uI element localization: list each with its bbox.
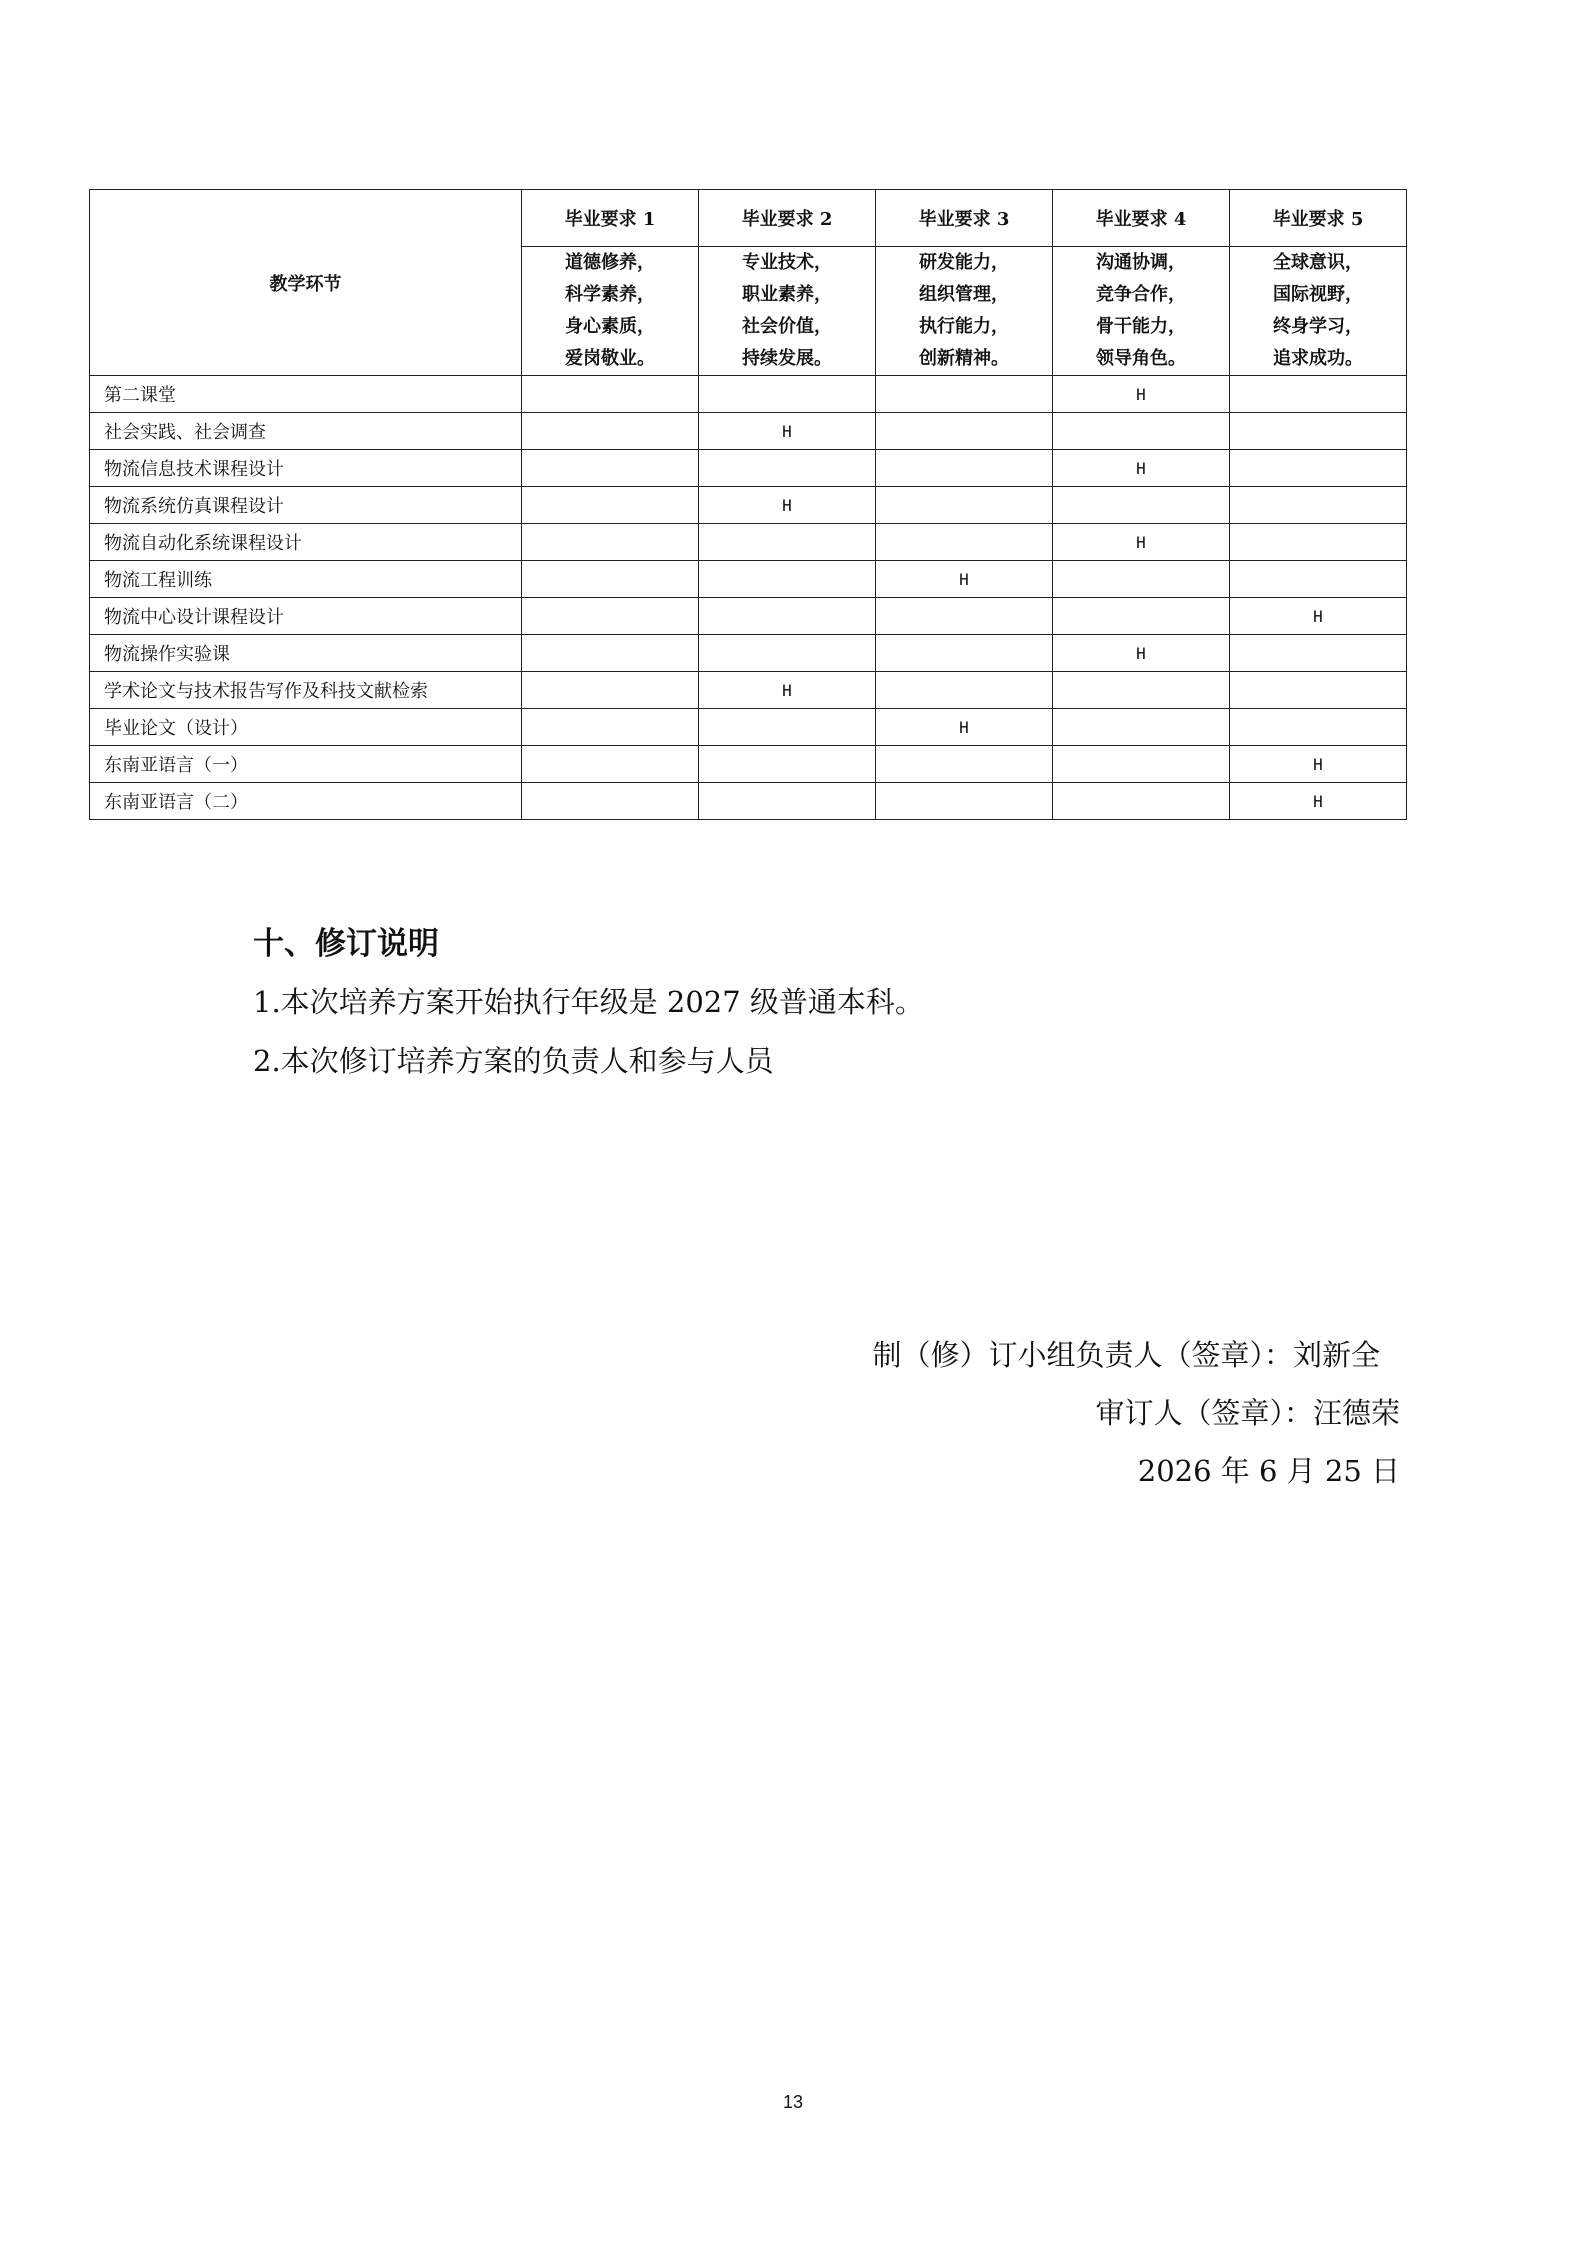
desc-line: 爱岗敬业。 [565, 348, 655, 369]
row-label: 毕业论文（设计） [90, 709, 522, 746]
graduation-requirements-table [89, 189, 1407, 820]
desc-line: 持续发展。 [742, 348, 832, 369]
mark-cell [522, 635, 699, 672]
desc-line: 追求成功。 [1273, 348, 1363, 369]
mark-cell [522, 561, 699, 598]
row-label: 物流系统仿真课程设计 [90, 487, 522, 524]
mark-cell [1053, 561, 1230, 598]
signature-date: 2026 年 6 月 25 日 [1137, 1454, 1400, 1488]
requirement-title: 毕业要求 4 [1053, 190, 1230, 247]
mark-cell [876, 376, 1053, 413]
requirement-desc [699, 247, 876, 376]
desc-line: 专业技术， [742, 252, 832, 273]
mark-cell [876, 598, 1053, 635]
table-row [90, 561, 1407, 598]
requirement-title: 毕业要求 5 [1230, 190, 1407, 247]
mark-cell [699, 709, 876, 746]
mark-cell [699, 783, 876, 820]
mark-cell [876, 783, 1053, 820]
row-label: 物流工程训练 [90, 561, 522, 598]
mark-cell [1053, 598, 1230, 635]
leader-signature-line: 制（修）订小组负责人（签章）：刘新全 [872, 1338, 1380, 1372]
table-row [90, 672, 1407, 709]
table-row [90, 709, 1407, 746]
mark-cell [522, 487, 699, 524]
row-label: 物流中心设计课程设计 [90, 598, 522, 635]
mark-cell [522, 450, 699, 487]
mark-cell [1053, 487, 1230, 524]
row-label: 物流操作实验课 [90, 635, 522, 672]
mark-cell: H [1053, 376, 1230, 413]
mark-cell [522, 746, 699, 783]
table-row [90, 635, 1407, 672]
desc-line: 领导角色。 [1096, 348, 1186, 369]
desc-line: 国际视野， [1273, 284, 1363, 305]
requirement-title: 毕业要求 2 [699, 190, 876, 247]
desc-line: 骨干能力， [1096, 316, 1186, 337]
row-label: 第二课堂 [90, 376, 522, 413]
revision-note: 1.本次培养方案开始执行年级是 2027 级普通本科。 [253, 985, 924, 1019]
row-label: 物流自动化系统课程设计 [90, 524, 522, 561]
mark-cell [1053, 672, 1230, 709]
mark-cell [522, 376, 699, 413]
section-title: 十、修订说明 [253, 926, 439, 962]
mark-cell [1230, 635, 1407, 672]
mark-cell [1053, 746, 1230, 783]
mark-cell [522, 709, 699, 746]
desc-line: 科学素养， [565, 284, 655, 305]
table-row [90, 598, 1407, 635]
mark-cell [699, 450, 876, 487]
requirement-desc [522, 247, 699, 376]
mark-cell: H [699, 487, 876, 524]
mark-cell [876, 746, 1053, 783]
mark-cell [1230, 524, 1407, 561]
desc-line: 创新精神。 [919, 348, 1009, 369]
requirement-desc [1053, 247, 1230, 376]
mark-cell: H [1230, 783, 1407, 820]
mark-cell [1230, 709, 1407, 746]
desc-line: 社会价值， [742, 316, 832, 337]
mark-cell [1230, 376, 1407, 413]
table-row [90, 746, 1407, 783]
desc-line: 沟通协调， [1096, 252, 1186, 273]
mark-cell [522, 672, 699, 709]
mark-cell [699, 376, 876, 413]
mark-cell [1230, 487, 1407, 524]
table-header-row [90, 190, 1407, 247]
desc-line: 研发能力， [919, 252, 1009, 273]
table-row [90, 413, 1407, 450]
requirement-title: 毕业要求 3 [876, 190, 1053, 247]
mark-cell: H [699, 672, 876, 709]
mark-cell [1053, 783, 1230, 820]
table-row [90, 487, 1407, 524]
table-row [90, 783, 1407, 820]
table-body [90, 376, 1407, 820]
mark-cell [876, 487, 1053, 524]
desc-line: 执行能力， [919, 316, 1009, 337]
desc-line: 终身学习， [1273, 316, 1363, 337]
mark-cell [1230, 450, 1407, 487]
desc-line: 竞争合作， [1096, 284, 1186, 305]
mark-cell: H [1053, 635, 1230, 672]
desc-line: 道德修养， [565, 252, 655, 273]
mark-cell [876, 672, 1053, 709]
row-label: 东南亚语言（二） [90, 783, 522, 820]
row-label: 物流信息技术课程设计 [90, 450, 522, 487]
mark-cell [1053, 413, 1230, 450]
mark-cell [1230, 672, 1407, 709]
row-label: 学术论文与技术报告写作及科技文献检索 [90, 672, 522, 709]
mark-cell [522, 413, 699, 450]
mark-cell [699, 746, 876, 783]
desc-line: 职业素养， [742, 284, 832, 305]
mark-cell: H [876, 561, 1053, 598]
mark-cell [699, 561, 876, 598]
mark-cell [699, 598, 876, 635]
mark-cell [876, 450, 1053, 487]
row-label: 东南亚语言（一） [90, 746, 522, 783]
mark-cell [522, 598, 699, 635]
mark-cell: H [1230, 746, 1407, 783]
requirement-desc [1230, 247, 1407, 376]
mark-cell [1230, 561, 1407, 598]
mark-cell: H [876, 709, 1053, 746]
mark-cell: H [1053, 450, 1230, 487]
table-row [90, 376, 1407, 413]
desc-line: 全球意识， [1273, 252, 1363, 273]
mark-cell [876, 635, 1053, 672]
table-row [90, 524, 1407, 561]
reviewer-signature-line: 审订人（签章）：汪德荣 [1095, 1396, 1400, 1430]
requirement-title: 毕业要求 1 [522, 190, 699, 247]
mark-cell [876, 524, 1053, 561]
desc-line: 组织管理， [919, 284, 1009, 305]
mark-cell: H [699, 413, 876, 450]
mark-cell: H [1053, 524, 1230, 561]
mark-cell [876, 413, 1053, 450]
mark-cell: H [1230, 598, 1407, 635]
mark-cell [522, 783, 699, 820]
table-row [90, 450, 1407, 487]
mark-cell [1230, 413, 1407, 450]
mark-cell [1053, 709, 1230, 746]
mark-cell [522, 524, 699, 561]
row-label: 社会实践、社会调查 [90, 413, 522, 450]
corner-header: 教学环节 [90, 190, 522, 376]
page-number: 13 [782, 2092, 804, 2112]
mark-cell [699, 524, 876, 561]
revision-note: 2.本次修订培养方案的负责人和参与人员 [253, 1044, 774, 1078]
desc-line: 身心素质， [565, 316, 655, 337]
mark-cell [699, 635, 876, 672]
requirement-desc [876, 247, 1053, 376]
